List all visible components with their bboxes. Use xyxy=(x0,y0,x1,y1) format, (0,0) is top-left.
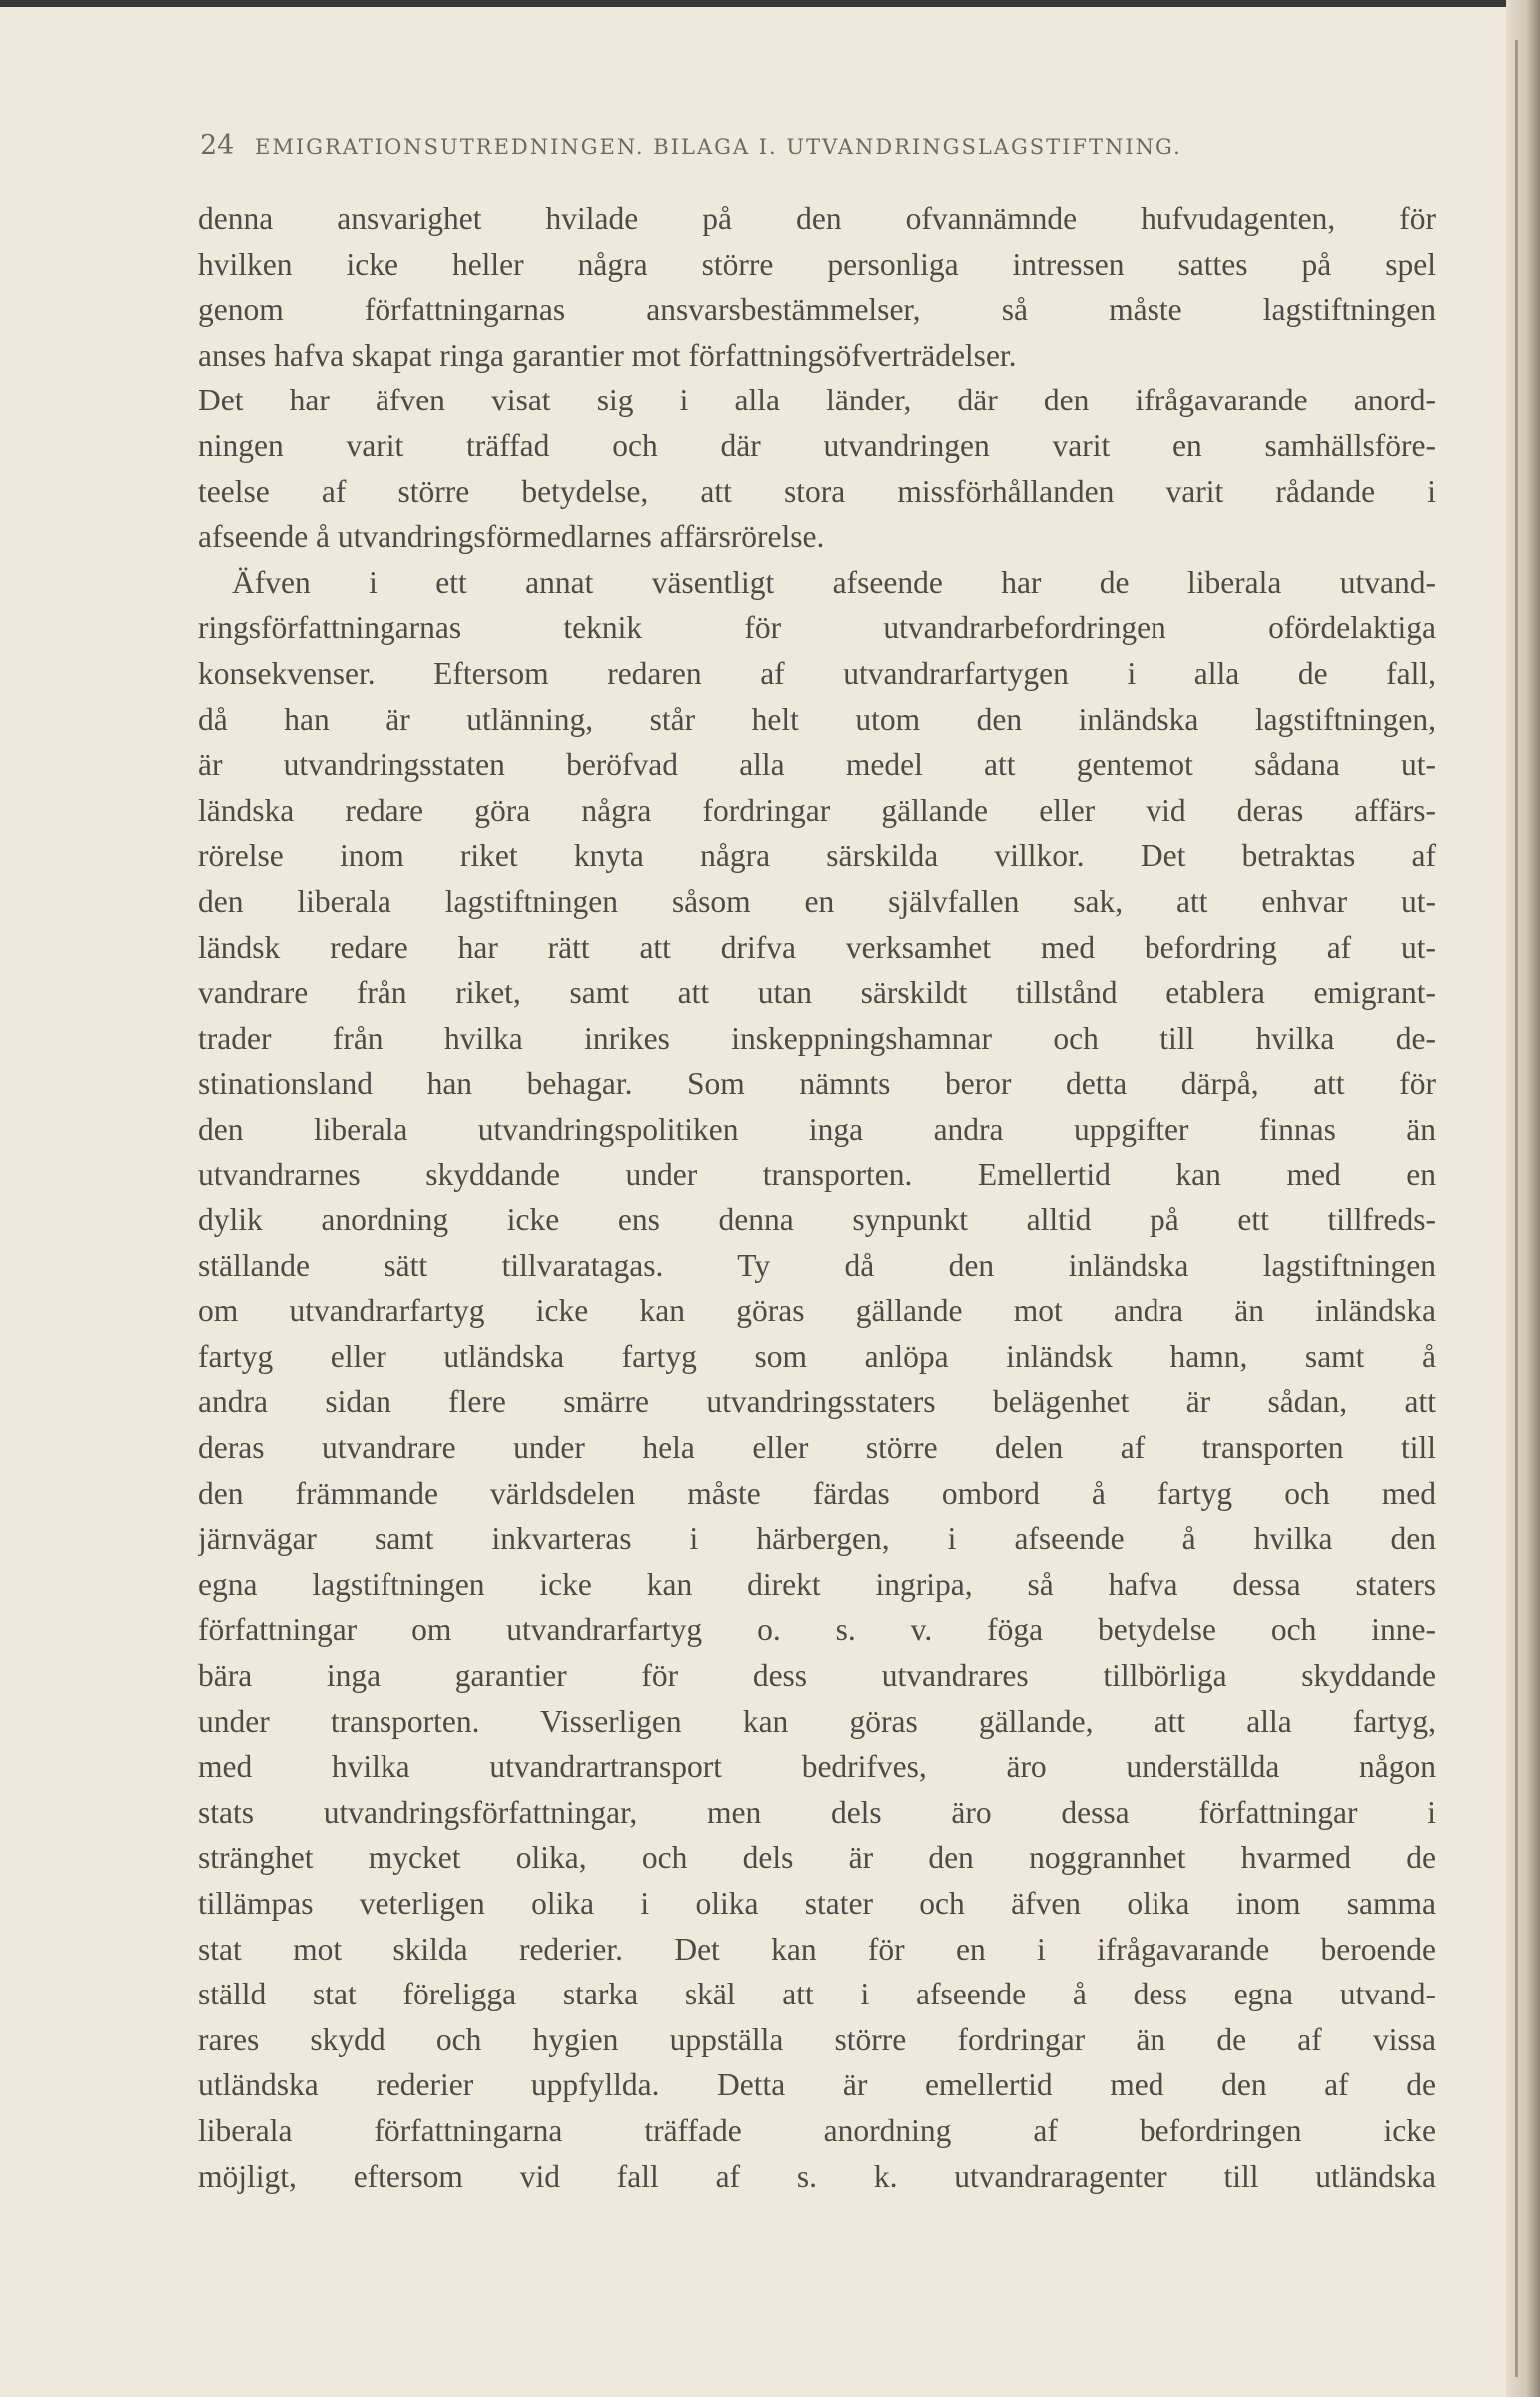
text-line: konsekvenser. Eftersom redaren af utvandrarfartygen i alla de fall, xyxy=(198,655,1436,691)
text-line: ländska redare göra några fordringar gällande eller vid deras affärs- xyxy=(198,792,1436,828)
text-line: deras utvandrare under hela eller större delen af transporten till xyxy=(198,1430,1436,1466)
text-line: stinationsland han behagar. Som nämnts beror detta därpå, att för xyxy=(198,1066,1436,1102)
text-line: dylik anordning icke ens denna synpunkt alltid på ett tillfreds- xyxy=(198,1202,1436,1238)
text-line: järnvägar samt inkvarteras i härbergen, i afseende å hvilka den xyxy=(198,1521,1436,1557)
text-line: fartyg eller utländska fartyg som anlöpa inländsk hamn, samt å xyxy=(198,1338,1436,1374)
text-line: är utvandringsstaten beröfvad alla medel att gentemot sådana ut- xyxy=(198,747,1436,783)
text-line: denna ansvarighet hvilade på den ofvannämnde hufvudagenten, för xyxy=(198,201,1436,236)
page-edge-shadow xyxy=(1506,0,1540,2397)
text-line: bära inga garantier för dess utvandrares tillbörliga skyddande xyxy=(198,1658,1436,1693)
text-line: afseende å utvandringsförmedlarnes affärsrörelse. xyxy=(198,519,825,555)
text-line: stränghet mycket olika, och dels är den noggrannhet hvarmed de xyxy=(198,1840,1436,1876)
text-line: den främmande världsdelen måste färdas ombord å fartyg och med xyxy=(198,1475,1436,1511)
text-line: anses hafva skapat ringa garantier mot författningsöfverträdelser. xyxy=(198,337,1017,373)
text-line: egna lagstiftningen icke kan direkt ingripa, så hafva dessa staters xyxy=(198,1566,1436,1602)
text-line: teelse af större betydelse, att stora missförhållanden varit rådande i xyxy=(198,473,1436,509)
text-line: tillämpas veterligen olika i olika stater och äfven olika inom samma xyxy=(198,1885,1436,1921)
page-edge-line xyxy=(1515,40,1518,2377)
text-line: ställd stat föreligga starka skäl att i afseende å dess egna utvand- xyxy=(198,1977,1436,2012)
text-line: med hvilka utvandrartransport bedrifves, äro underställda någon xyxy=(198,1749,1436,1785)
text-line: ställande sätt tillvaratagas. Ty då den inländska lagstiftningen xyxy=(198,1247,1436,1283)
text-line: ningen varit träffad och där utvandringen varit en samhällsföre- xyxy=(198,427,1436,463)
text-line: liberala författningarna träffade anordning af befordringen icke xyxy=(198,2112,1436,2148)
text-line: författningar om utvandrarfartyg o. s. v. föga betydelse och inne- xyxy=(198,1612,1436,1648)
top-border-rule xyxy=(0,0,1508,7)
text-line: stat mot skilda rederier. Det kan för en i ifrågavarande beroende xyxy=(198,1931,1436,1967)
text-line: vandrare från riket, samt att utan särskildt tillstånd etablera emigrant- xyxy=(198,975,1436,1011)
text-line: trader från hvilka inrikes inskeppningshamnar och till hvilka de- xyxy=(198,1020,1436,1056)
text-line: då han är utlänning, står helt utom den inländska lagstiftningen, xyxy=(198,701,1436,737)
body-text xyxy=(198,196,1436,2199)
text-line: andra sidan flere smärre utvandringsstaters belägenhet är sådan, att xyxy=(198,1384,1436,1420)
text-line: ringsförfattningarnas teknik för utvandrarbefordringen ofördelaktiga xyxy=(198,610,1436,646)
text-line: stats utvandringsförfattningar, men dels äro dessa författningar i xyxy=(198,1794,1436,1830)
text-line: den liberala lagstiftningen såsom en självfallen sak, att enhvar ut- xyxy=(198,883,1436,919)
text-line: rörelse inom riket knyta några särskilda villkor. Det betraktas af xyxy=(198,838,1436,874)
text-line: genom författningarnas ansvarsbestämmelser, så måste lagstiftningen xyxy=(198,292,1436,328)
running-header xyxy=(200,130,1448,161)
text-line: om utvandrarfartyg icke kan göras gällande mot andra än inländska xyxy=(198,1293,1436,1329)
text-line: hvilken icke heller några större personliga intressen sattes på spel xyxy=(198,246,1436,282)
text-line: den liberala utvandringspolitiken inga andra uppgifter finnas än xyxy=(198,1111,1436,1147)
text-line: Äfven i ett annat väsentligt afseende har de liberala utvand- xyxy=(232,564,1436,600)
running-title: EMIGRATIONSUTREDNINGEN. BILAGA I. UTVANDRINGSLAGSTIFTNING. xyxy=(255,135,1182,159)
text-line: utländska rederier uppfyllda. Detta är emellertid med den af de xyxy=(198,2067,1436,2103)
text-line: under transporten. Visserligen kan göras gällande, att alla fartyg, xyxy=(198,1703,1436,1739)
text-line: utvandrarnes skyddande under transporten. Emellertid kan med en xyxy=(198,1157,1436,1193)
page-number: 24 xyxy=(200,130,235,161)
text-line: rares skydd och hygien uppställa större fordringar än de af vissa xyxy=(198,2021,1436,2057)
text-line: ländsk redare har rätt att drifva verksamhet med befordring af ut- xyxy=(198,929,1436,965)
text-line: Det har äfven visat sig i alla länder, där den ifrågavarande anord- xyxy=(198,383,1436,418)
text-line: möjligt, eftersom vid fall af s. k. utvandraragenter till utländska xyxy=(198,2158,1436,2194)
